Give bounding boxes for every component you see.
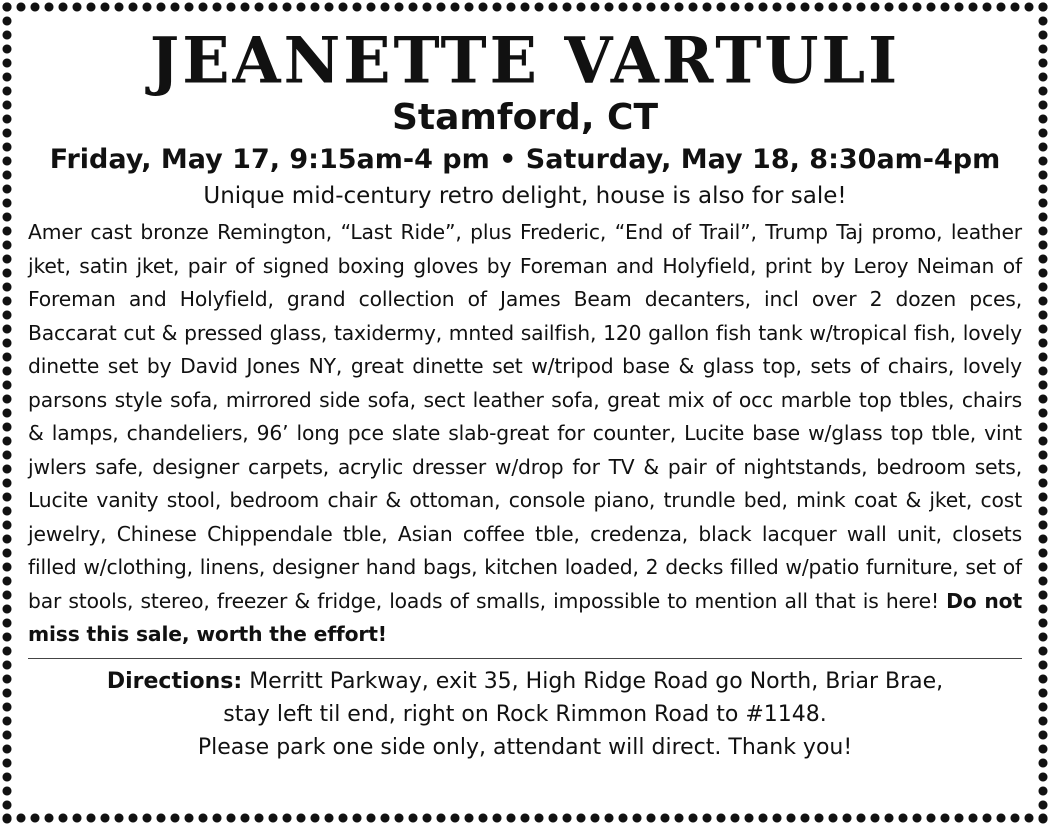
item-list-text: Amer cast bronze Remington, “Last Ride”, plus Frederic, “End of Trail”, Trump Taj promo, leather jket, satin jket, pair of signed boxing gloves by Foreman and Holyfield, print by Leroy Neiman of Foreman and Holyfield, grand collection of James Beam decanters, incl over 2 dozen pces, Baccarat cut & pressed glass, taxidermy, mnted sailfish, 120 gallon fish tank w/tropical fish, lovely dinette set by David Jones NY, great dinette set w/tripod base & glass top, sets of chairs, lovely parsons style sofa, mirrored side sofa, sect leather sofa, great mix of occ marble top tbles, chairs & lamps, chandeliers, 96’ long pce slate slab-great for counter, Lucite base w/glass top tble, vint jwlers safe, designer carpets, acrylic dresser w/drop for TV & pair of nightstands, bedroom sets, Lucite vanity stool, bedroom chair & ottoman, console piano, trundle bed, mink coat & jket, cost jewelry, Chinese Chippendale tble, Asian coffee tble, credenza, black lacquer wall unit, closets filled w/clothing, linens, designer hand bags, kitchen loaded, 2 decks filled w/patio furniture, set of bar stools, stereo, freezer & fridge, loads of smalls, impossible to mention all that is here! xyxy=(28,220,1022,613)
directions-line-3: Please park one side only, attendant will direct. Thank you! xyxy=(197,734,853,760)
sale-location: Stamford, CT xyxy=(391,97,659,138)
directions-label: Directions: xyxy=(106,668,243,694)
section-divider xyxy=(28,658,1022,659)
directions-line-1 xyxy=(28,665,1022,698)
ad-content xyxy=(28,24,1022,764)
sale-dates: Friday, May 17, 9:15am-4 pm • Saturday, May 18, 8:30am-4pm xyxy=(49,144,1001,175)
dotted-border-left xyxy=(0,0,14,825)
dotted-border-bottom xyxy=(0,811,1050,825)
directions-block xyxy=(28,665,1022,764)
dotted-border-top xyxy=(0,0,1050,14)
closing-callout: Do not miss this sale, worth the effort! xyxy=(28,588,1023,646)
seller-name: JEANETTE VARTULI xyxy=(149,23,901,98)
directions-line-2: stay left til end, right on Rock Rimmon Road to #1148. xyxy=(223,701,827,727)
directions-text-1: Merritt Parkway, exit 35, High Ridge Road go North, Briar Brae, xyxy=(249,668,944,694)
sale-tagline: Unique mid-century retro delight, house is also for sale! xyxy=(203,183,847,209)
item-description xyxy=(28,216,1022,652)
dotted-border-right xyxy=(1036,0,1050,825)
